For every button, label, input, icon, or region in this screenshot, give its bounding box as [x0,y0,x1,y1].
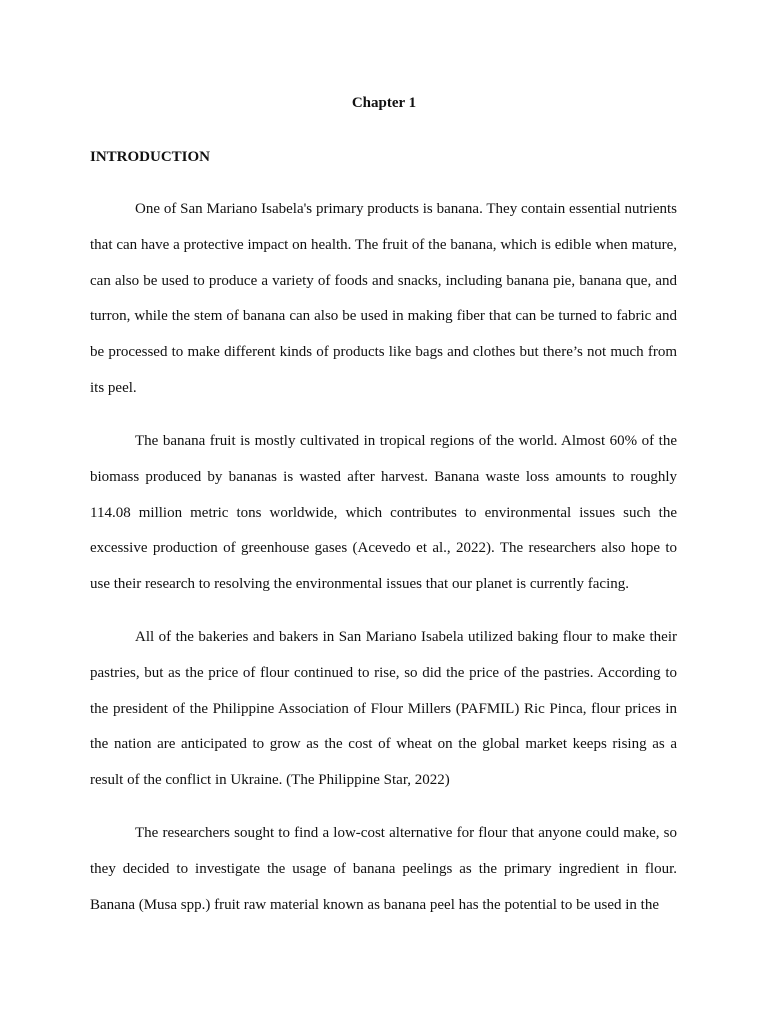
paragraph-4: The researchers sought to find a low-cost alternative for flour that anyone could make, so they decided to investigate the usage of banana peelings as the primary ingredient in flour. Banana (Musa spp.) fruit raw material known as banana peel has the potential to be used in the [90,825,677,913]
chapter-title: Chapter 1 [351,95,417,111]
paragraph-3: All of the bakeries and bakers in San Mariano Isabela utilized baking flour to make their pastries, but as the price of flour continued to rise, so did the price of the pastries. According to the president of the Philippine Association of Flour Millers (PAFMIL) Ric Pinca, flour prices in the nation are anticipated to grow as the cost of wheat on the global market keeps rising as a result of the conflict in Ukraine. (The Philippine Star, 2022) [90,629,677,789]
paragraph-1: One of San Mariano Isabela's primary products is banana. They contain essential nutrients that can have a protective impact on health. The fruit of the banana, which is edible when mature, can also be used to produce a variety of foods and snacks, including banana pie, banana que, and turron, while the stem of banana can also be used in making fiber that can be turned to fabric and be processed to make different kinds of products like bags and clothes but there’s not much from its peel. [90,201,677,396]
paragraph-2: The banana fruit is mostly cultivated in tropical regions of the world. Almost 60% of the biomass produced by bananas is wasted after harvest. Banana waste loss amounts to roughly 114.08 million metric tons worldwide, which contributes to environmental issues such the excessive production of greenhouse gases (Acevedo et al., 2022). The researchers also hope to use their research to resolving the environmental issues that our planet is currently facing. [90,433,677,593]
section-heading: INTRODUCTION [90,149,211,165]
